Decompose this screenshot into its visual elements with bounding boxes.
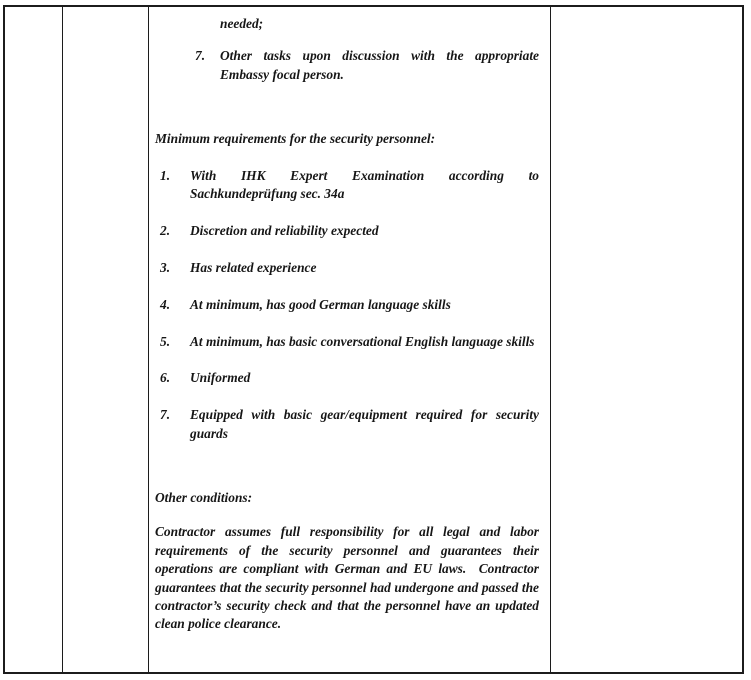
other-conditions-paragraph: Contractor assumes full responsibility for all legal and labor requirements of the security personnel and guarantees their operations are compliant with German and EU laws. Contractor guarantees that the security personnel had undergone and passed the contractor’s security check and that the personnel have an updated clean police clearance. (155, 524, 539, 632)
list-item-req-3 (155, 259, 539, 277)
table-cell-description (149, 7, 551, 672)
list-number: 7. (195, 48, 206, 64)
other-conditions-heading: Other conditions: (155, 490, 253, 506)
list-item-req-1 (155, 167, 539, 204)
list-number: 6. (160, 370, 171, 386)
list-item-text: Uniformed (190, 370, 251, 386)
list-item-continuation: needed; (220, 16, 264, 31)
list-item-task-7 (155, 47, 539, 84)
list-item-req-5 (155, 333, 539, 351)
table-cell-empty-right (551, 7, 742, 672)
list-item-text: Equipped with basic gear/equipment required for security guards (190, 407, 539, 441)
list-item-req-4 (155, 296, 539, 314)
list-number: 7. (160, 407, 171, 423)
list-item-text: At minimum, has good German language skills (190, 296, 451, 312)
list-number: 3. (160, 260, 171, 276)
list-item-text: Discretion and reliability expected (190, 223, 379, 239)
list-number: 5. (160, 333, 171, 349)
table-cell-empty-col2 (63, 7, 149, 672)
table-cell-empty-col1 (5, 7, 63, 672)
list-number: 2. (160, 223, 171, 239)
list-item-text: At minimum, has basic conversational English language skills (190, 333, 535, 349)
list-item-text: Has related experience (190, 260, 317, 276)
list-number: 1. (160, 168, 171, 184)
contract-scope-table (3, 5, 744, 674)
list-number: 4. (160, 296, 171, 312)
list-item-req-7 (155, 406, 539, 443)
list-item-req-6 (155, 369, 539, 387)
list-item-text: With IHK Expert Examination according to Sachkundeprüfung sec. 34a (190, 168, 539, 202)
list-item-text: Other tasks upon discussion with the appropriate Embassy focal person. (220, 48, 539, 82)
list-item-req-2 (155, 222, 539, 240)
minimum-requirements-heading: Minimum requirements for the security personnel: (155, 131, 436, 147)
